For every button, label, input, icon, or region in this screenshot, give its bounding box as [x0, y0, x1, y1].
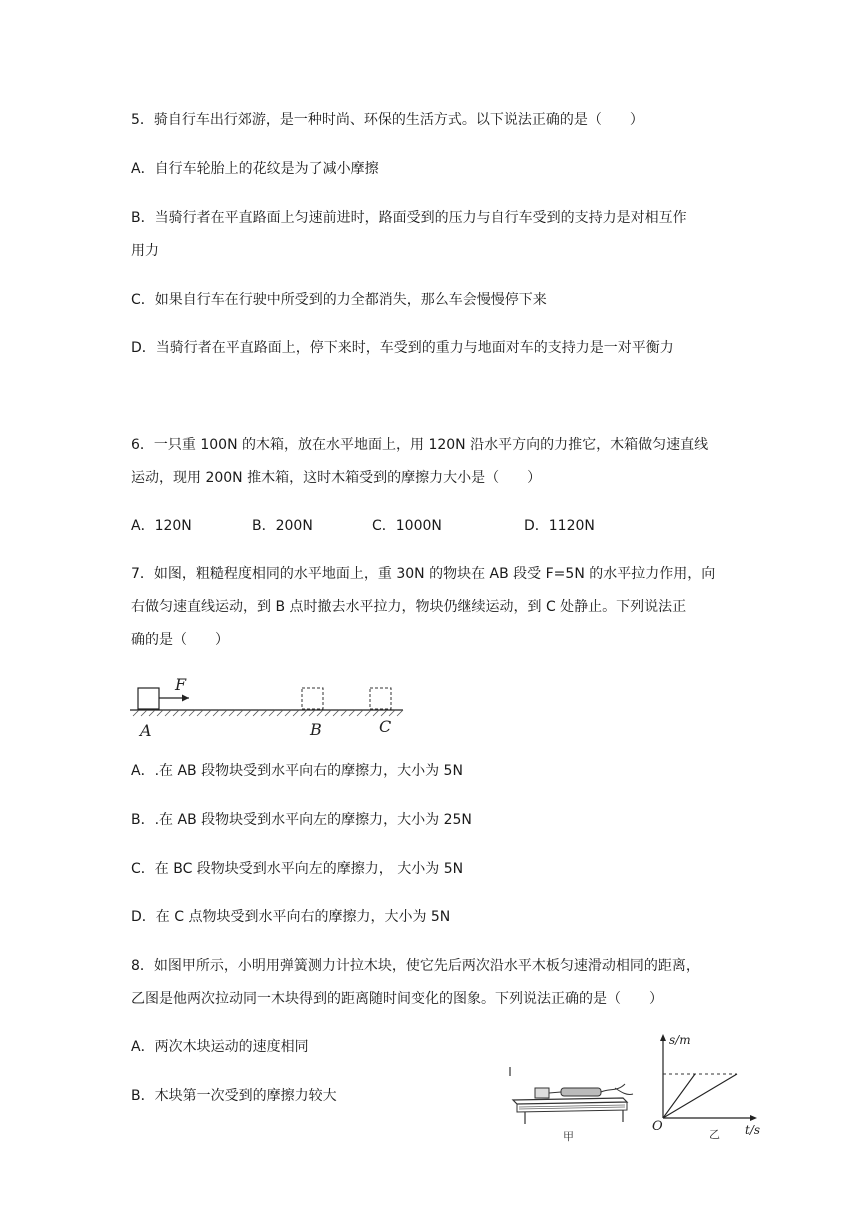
series-line-second [663, 1074, 737, 1118]
q8-figure-yi [645, 1030, 770, 1145]
q5-option-a: A．自行车轮胎上的花纹是为了减小摩擦 [131, 161, 379, 177]
series-line-first [663, 1074, 695, 1118]
figure-label-jia: 甲 [563, 1130, 574, 1143]
q7-option-c: C．在 BC 段物块受到水平向左的摩擦力， 大小为 5N [131, 861, 464, 877]
force-label: F [175, 675, 187, 694]
q5-option-b-line1: B．当骑行者在平直路面上匀速前进时，路面受到的压力与自行车受到的支持力是对相互作 [131, 210, 687, 226]
board-top [513, 1098, 627, 1104]
board-texture [519, 1105, 625, 1109]
string [549, 1092, 561, 1093]
x-axis-arrow [750, 1115, 757, 1121]
q7-option-a: A．.在 AB 段物块受到水平向右的摩擦力，大小为 5N [131, 763, 463, 779]
figure-label-yi: 乙 [709, 1128, 720, 1141]
q6-options [131, 516, 631, 536]
hand-outline [601, 1084, 633, 1095]
q5-option-c: C．如果自行车在行驶中所受到的力全都消失，那么车会慢慢停下来 [131, 292, 547, 308]
origin-label: O [652, 1119, 663, 1134]
block-dashed-c [370, 688, 391, 709]
q7-stem-line3: 确的是（ ） [131, 632, 229, 648]
q6-option-d: D．1120N [524, 518, 595, 534]
spring-scale [561, 1088, 601, 1096]
x-axis-label: t/s [745, 1123, 761, 1137]
q6-option-a: A．120N [131, 518, 192, 534]
q6-stem-line1: 6．一只重 100N 的木箱，放在水平地面上，用 120N 沿水平方向的力推它，木箱做匀速直线 [131, 437, 709, 453]
q8-figure-jia [505, 1062, 645, 1144]
point-label-b: B [310, 720, 322, 739]
y-axis-arrow [660, 1034, 666, 1041]
q7-figure [125, 672, 410, 742]
point-label-a: A [140, 721, 152, 740]
y-axis-label: s/m [669, 1033, 691, 1047]
point-label-c: C [379, 717, 392, 736]
wood-block [535, 1088, 549, 1098]
q6-option-c: C．1000N [372, 518, 442, 534]
q7-stem-line2: 右做匀速直线运动，到 B 点时撤去水平拉力，物块仍继续运动，到 C 处静止。下列说法正 [131, 599, 687, 615]
q8-stem-line1: 8．如图甲所示，小明用弹簧测力计拉木块，使它先后两次沿水平木板匀速滑动相同的距离， [131, 958, 700, 974]
q5-stem: 5．骑自行车出行郊游，是一种时尚、环保的生活方式。以下说法正确的是（ ） [131, 112, 644, 128]
q8-stem-line2: 乙图是他两次拉动同一木块得到的距离随时间变化的图象。下列说法正确的是（ ） [131, 991, 663, 1007]
q7-option-b: B．.在 AB 段物块受到水平向左的摩擦力，大小为 25N [131, 812, 472, 828]
q6-stem-line2: 运动，现用 200N 推木箱，这时木箱受到的摩擦力大小是（ ） [131, 470, 542, 486]
q7-stem-line1: 7．如图，粗糙程度相同的水平地面上，重 30N 的物块在 AB 段受 F=5N 的水平拉力作用，向 [131, 566, 716, 582]
block-dashed-b [302, 688, 323, 709]
q7-option-d: D．在 C 点物块受到水平向右的摩擦力，大小为 5N [131, 909, 451, 925]
q6-option-b: B．200N [252, 518, 313, 534]
ground-hatch [133, 710, 403, 716]
q8-option-a: A．两次木块运动的速度相同 [131, 1039, 309, 1055]
q8-option-b: B．木块第一次受到的摩擦力较大 [131, 1088, 337, 1104]
q5-option-d: D．当骑行者在平直路面上，停下来时，车受到的重力与地面对车的支持力是一对平衡力 [131, 340, 674, 356]
block-solid [138, 688, 159, 709]
q5-option-b-line2: 用力 [131, 243, 159, 259]
force-arrow-head [182, 695, 189, 702]
